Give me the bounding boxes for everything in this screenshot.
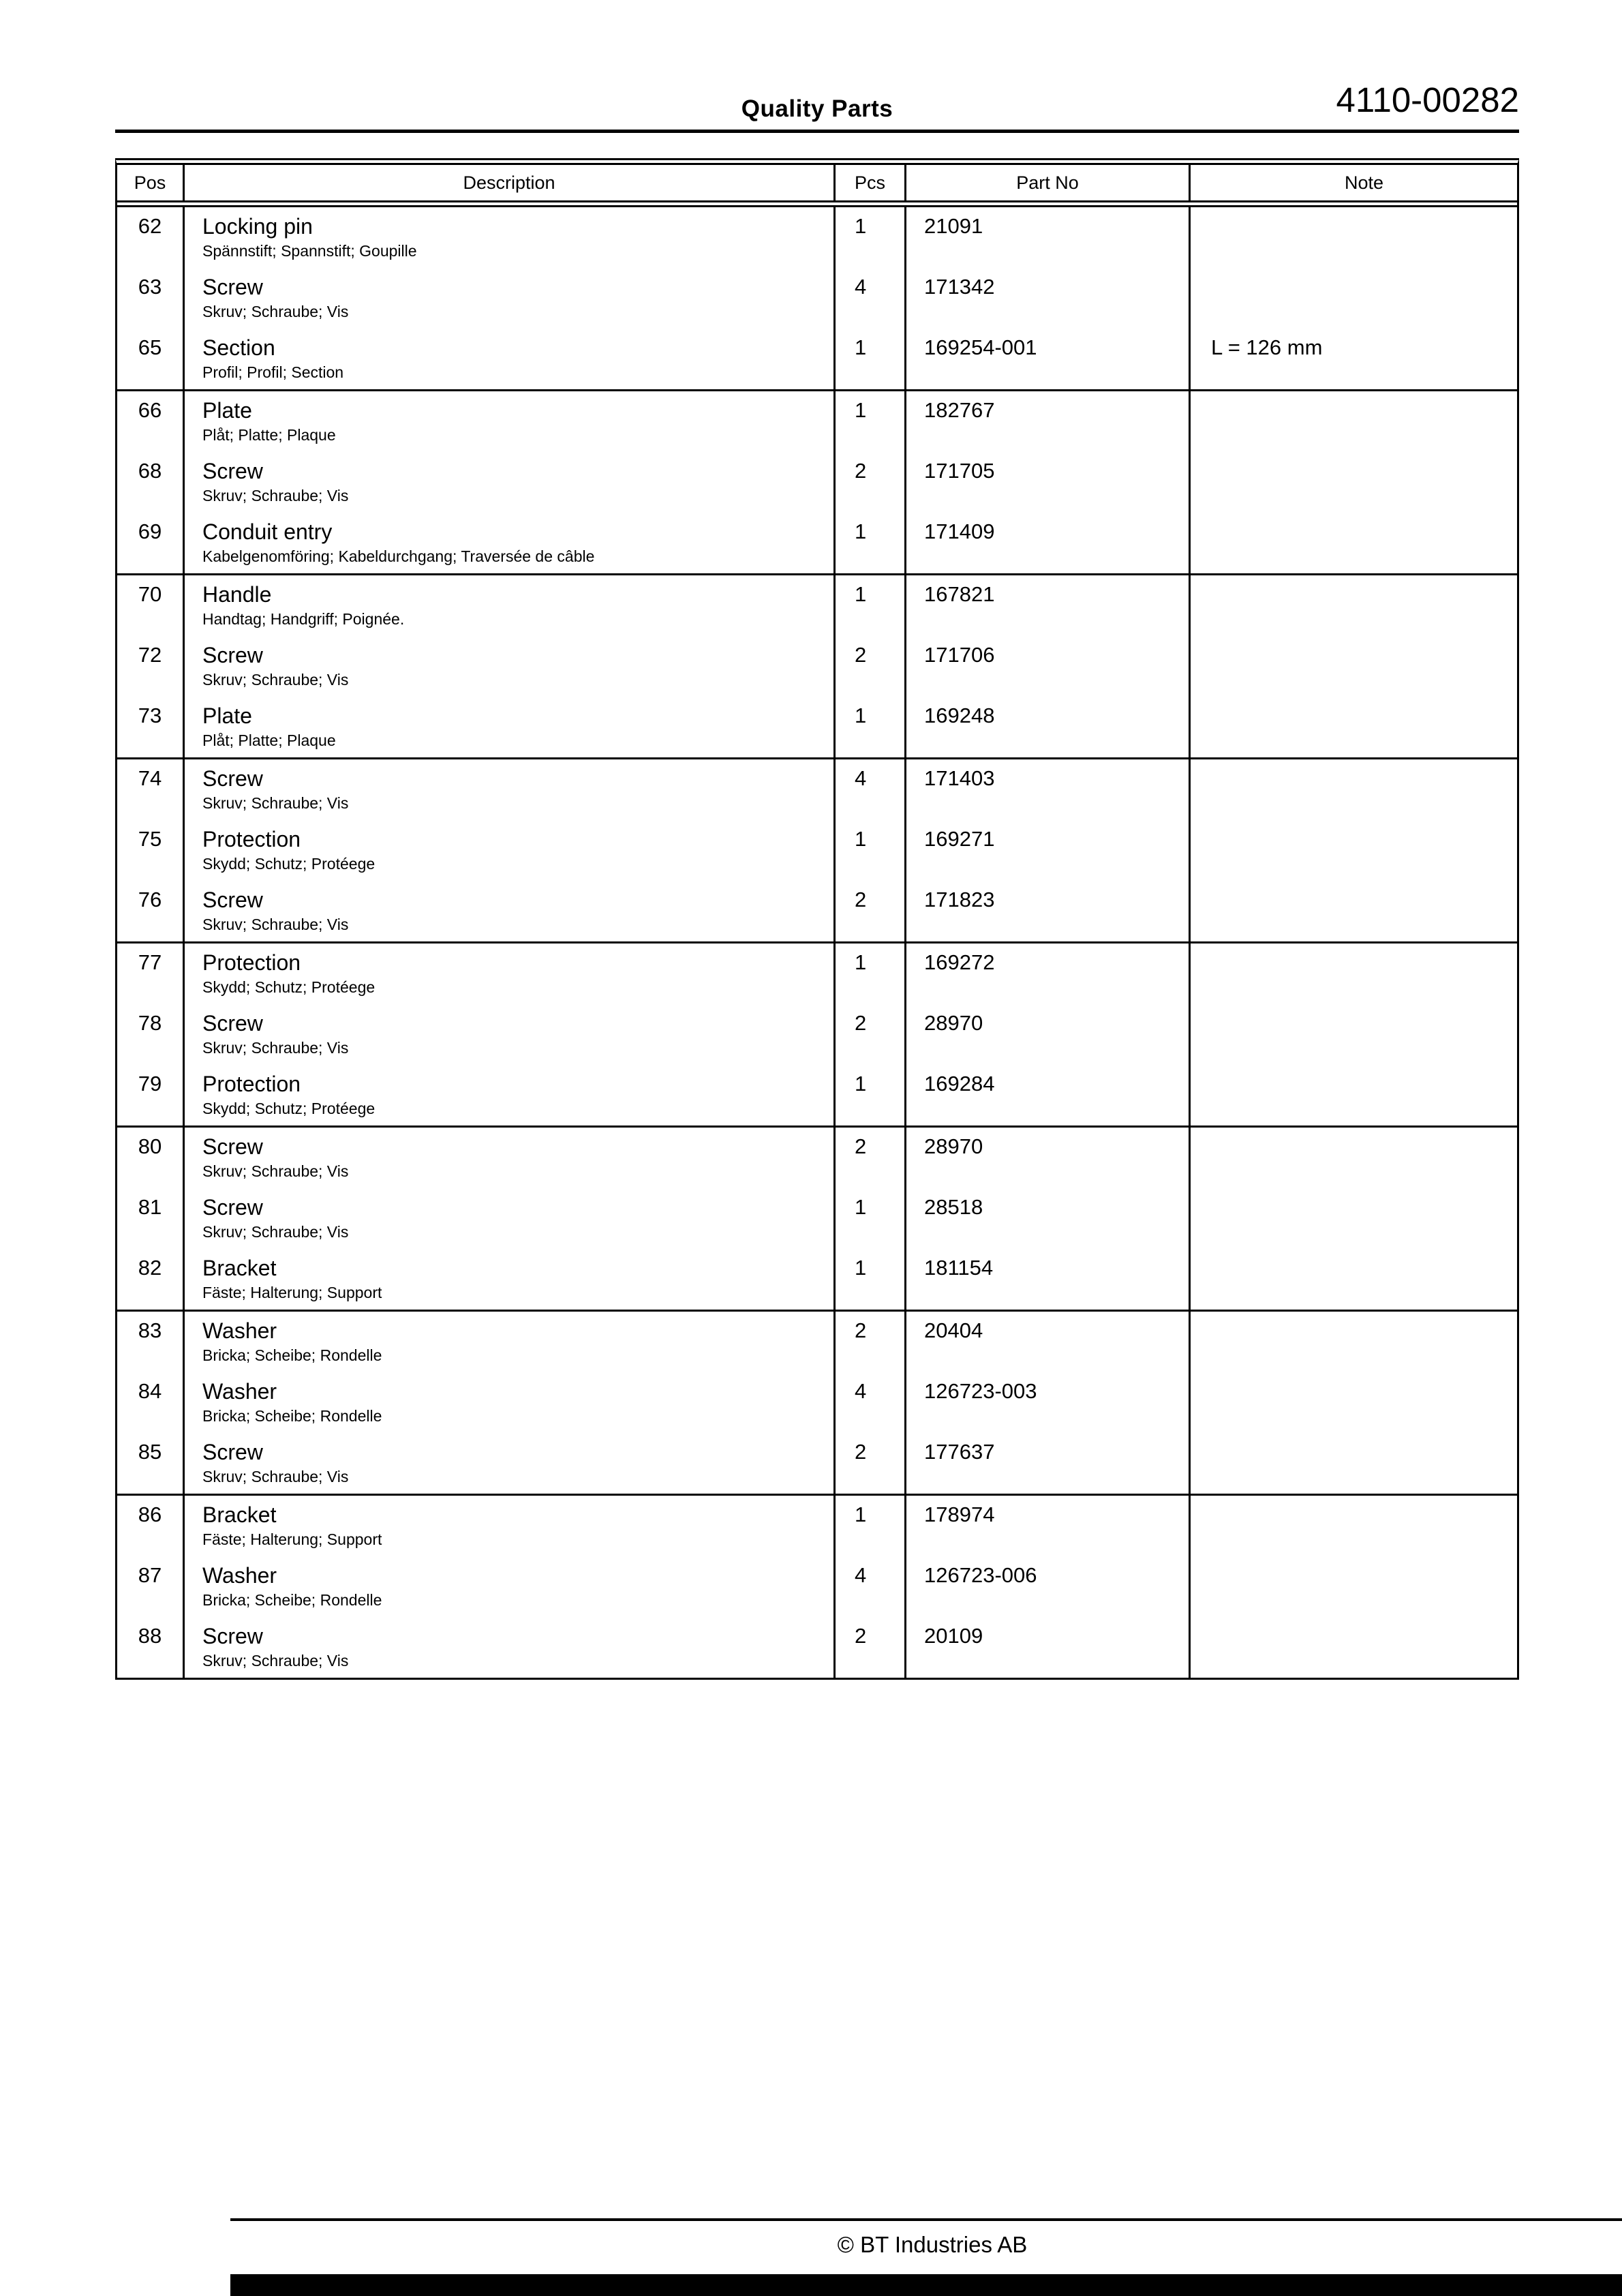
row-description-cell bbox=[185, 1004, 836, 1065]
row-part-no: 167821 bbox=[906, 575, 1191, 636]
row-description: Screw bbox=[202, 1624, 263, 1648]
row-description: Locking pin bbox=[202, 214, 313, 239]
page-title: Quality Parts bbox=[741, 95, 893, 122]
table-row bbox=[117, 268, 1517, 329]
row-description: Bracket bbox=[202, 1256, 277, 1280]
table-group bbox=[117, 1310, 1517, 1494]
row-description-translations: Fäste; Halterung; Support bbox=[202, 1284, 382, 1301]
row-pcs: 4 bbox=[836, 268, 906, 329]
row-description-translations: Skruv; Schraube; Vis bbox=[202, 1468, 349, 1485]
row-pos: 68 bbox=[117, 452, 185, 513]
row-part-no: 171706 bbox=[906, 636, 1191, 697]
row-pcs: 4 bbox=[836, 759, 906, 820]
row-part-no: 126723-006 bbox=[906, 1556, 1191, 1617]
row-note bbox=[1191, 207, 1517, 268]
row-note bbox=[1191, 1556, 1517, 1617]
row-description: Screw bbox=[202, 888, 263, 912]
row-description-translations: Skruv; Schraube; Vis bbox=[202, 671, 349, 689]
row-part-no: 28518 bbox=[906, 1188, 1191, 1249]
row-pcs: 4 bbox=[836, 1556, 906, 1617]
row-note bbox=[1191, 697, 1517, 757]
row-description: Section bbox=[202, 335, 275, 360]
parts-table bbox=[115, 158, 1519, 1680]
row-note bbox=[1191, 1617, 1517, 1678]
row-description-cell bbox=[185, 329, 836, 389]
row-description-cell bbox=[185, 513, 836, 573]
row-note bbox=[1191, 943, 1517, 1004]
table-row bbox=[117, 1556, 1517, 1617]
row-pos: 73 bbox=[117, 697, 185, 757]
row-description: Washer bbox=[202, 1379, 277, 1404]
row-description-cell bbox=[185, 820, 836, 881]
row-description-translations: Plåt; Platte; Plaque bbox=[202, 731, 336, 749]
copyright-text: © BT Industries AB bbox=[837, 2232, 1028, 2257]
column-header-pos: Pos bbox=[117, 165, 185, 200]
row-part-no: 21091 bbox=[906, 207, 1191, 268]
row-pos: 82 bbox=[117, 1249, 185, 1310]
row-description-translations: Skruv; Schraube; Vis bbox=[202, 487, 349, 504]
row-description-cell bbox=[185, 452, 836, 513]
table-row bbox=[117, 1065, 1517, 1126]
row-pcs: 1 bbox=[836, 697, 906, 757]
row-description-translations: Bricka; Scheibe; Rondelle bbox=[202, 1591, 382, 1609]
row-pcs: 2 bbox=[836, 1128, 906, 1188]
row-description-translations: Fäste; Halterung; Support bbox=[202, 1530, 382, 1548]
table-group bbox=[117, 1126, 1517, 1310]
row-part-no: 171409 bbox=[906, 513, 1191, 573]
row-pos: 70 bbox=[117, 575, 185, 636]
row-note bbox=[1191, 759, 1517, 820]
row-note bbox=[1191, 513, 1517, 573]
row-note bbox=[1191, 1188, 1517, 1249]
row-pcs: 1 bbox=[836, 207, 906, 268]
table-group bbox=[117, 389, 1517, 573]
row-description-translations: Skruv; Schraube; Vis bbox=[202, 1162, 349, 1180]
row-pos: 76 bbox=[117, 881, 185, 941]
row-description-cell bbox=[185, 881, 836, 941]
row-note: L = 126 mm bbox=[1211, 335, 1323, 359]
page bbox=[115, 0, 1519, 2296]
row-pcs: 2 bbox=[836, 1312, 906, 1372]
table-row bbox=[117, 1433, 1517, 1494]
row-description-cell bbox=[185, 1065, 836, 1126]
row-description-translations: Skruv; Schraube; Vis bbox=[202, 303, 349, 320]
footer-bar bbox=[230, 2274, 1622, 2296]
row-description-translations: Skydd; Schutz; Protéege bbox=[202, 1100, 376, 1117]
table-row bbox=[117, 1312, 1517, 1372]
row-pcs: 1 bbox=[836, 1188, 906, 1249]
row-part-no: 126723-003 bbox=[906, 1372, 1191, 1433]
row-description-translations: Bricka; Scheibe; Rondelle bbox=[202, 1407, 382, 1425]
table-row bbox=[117, 636, 1517, 697]
row-pcs: 1 bbox=[836, 575, 906, 636]
row-part-no: 171823 bbox=[906, 881, 1191, 941]
table-row bbox=[117, 820, 1517, 881]
row-pcs: 1 bbox=[836, 943, 906, 1004]
table-group bbox=[117, 941, 1517, 1126]
row-pcs: 1 bbox=[836, 329, 906, 389]
row-part-no: 182767 bbox=[906, 391, 1191, 452]
row-description: Washer bbox=[202, 1318, 277, 1343]
row-note bbox=[1191, 452, 1517, 513]
row-description-cell bbox=[185, 1556, 836, 1617]
row-note bbox=[1191, 1128, 1517, 1188]
row-note bbox=[1191, 391, 1517, 452]
row-pos: 78 bbox=[117, 1004, 185, 1065]
row-note bbox=[1191, 1433, 1517, 1494]
row-pcs: 1 bbox=[836, 391, 906, 452]
row-pos: 81 bbox=[117, 1188, 185, 1249]
row-pcs: 2 bbox=[836, 1004, 906, 1065]
table-row bbox=[117, 1496, 1517, 1556]
row-note bbox=[1191, 1496, 1517, 1556]
row-note bbox=[1191, 1065, 1517, 1126]
row-description: Handle bbox=[202, 582, 272, 607]
row-part-no: 171705 bbox=[906, 452, 1191, 513]
table-row bbox=[117, 881, 1517, 941]
row-note bbox=[1191, 1004, 1517, 1065]
row-pos: 65 bbox=[117, 329, 185, 389]
row-part-no: 20404 bbox=[906, 1312, 1191, 1372]
row-description: Protection bbox=[202, 950, 301, 975]
table-row bbox=[117, 697, 1517, 757]
column-header-note: Note bbox=[1344, 172, 1384, 193]
row-note bbox=[1191, 1372, 1517, 1433]
row-description-cell bbox=[185, 1617, 836, 1678]
table-body bbox=[117, 207, 1517, 1678]
row-description: Screw bbox=[202, 459, 263, 483]
row-pos: 77 bbox=[117, 943, 185, 1004]
row-note bbox=[1191, 820, 1517, 881]
row-pcs: 2 bbox=[836, 636, 906, 697]
table-row bbox=[117, 575, 1517, 636]
row-pos: 79 bbox=[117, 1065, 185, 1126]
table-row bbox=[117, 452, 1517, 513]
table-row bbox=[117, 943, 1517, 1004]
row-description: Washer bbox=[202, 1563, 277, 1588]
row-description-cell bbox=[185, 1372, 836, 1433]
row-description-cell bbox=[185, 1128, 836, 1188]
row-pcs: 2 bbox=[836, 881, 906, 941]
table-group bbox=[117, 757, 1517, 941]
row-pos: 86 bbox=[117, 1496, 185, 1556]
document-header bbox=[115, 0, 1519, 130]
row-description: Screw bbox=[202, 1011, 263, 1036]
row-pcs: 1 bbox=[836, 1065, 906, 1126]
table-row bbox=[117, 513, 1517, 573]
row-description-translations: Profil; Profil; Section bbox=[202, 363, 344, 381]
row-description: Bracket bbox=[202, 1502, 277, 1527]
row-description-cell bbox=[185, 268, 836, 329]
row-description: Screw bbox=[202, 275, 263, 299]
row-description-translations: Skruv; Schraube; Vis bbox=[202, 1223, 349, 1241]
row-part-no: 169254-001 bbox=[906, 329, 1191, 389]
row-part-no: 169271 bbox=[906, 820, 1191, 881]
row-pcs: 1 bbox=[836, 820, 906, 881]
row-part-no: 181154 bbox=[906, 1249, 1191, 1310]
column-header-description: Description bbox=[185, 165, 836, 200]
row-description-translations: Spännstift; Spannstift; Goupille bbox=[202, 242, 417, 260]
row-description-translations: Skruv; Schraube; Vis bbox=[202, 794, 349, 812]
row-part-no: 169284 bbox=[906, 1065, 1191, 1126]
row-description-cell bbox=[185, 943, 836, 1004]
row-pcs: 1 bbox=[836, 1496, 906, 1556]
row-description: Screw bbox=[202, 1195, 263, 1220]
row-part-no: 177637 bbox=[906, 1433, 1191, 1494]
table-row bbox=[117, 391, 1517, 452]
row-part-no: 169272 bbox=[906, 943, 1191, 1004]
row-pos: 85 bbox=[117, 1433, 185, 1494]
row-note bbox=[1191, 268, 1517, 329]
row-part-no: 169248 bbox=[906, 697, 1191, 757]
row-note bbox=[1191, 636, 1517, 697]
row-description: Screw bbox=[202, 1134, 263, 1159]
row-pos: 84 bbox=[117, 1372, 185, 1433]
table-row bbox=[117, 207, 1517, 268]
table-row bbox=[117, 1188, 1517, 1249]
row-description-translations: Bricka; Scheibe; Rondelle bbox=[202, 1346, 382, 1364]
row-part-no: 171342 bbox=[906, 268, 1191, 329]
row-description-cell bbox=[185, 575, 836, 636]
row-description: Plate bbox=[202, 398, 252, 423]
row-pos: 74 bbox=[117, 759, 185, 820]
row-pcs: 2 bbox=[836, 1433, 906, 1494]
doc-number: 4110-00282 bbox=[1336, 80, 1519, 119]
table-group bbox=[117, 207, 1517, 389]
row-pos: 88 bbox=[117, 1617, 185, 1678]
row-description-translations: Skruv; Schraube; Vis bbox=[202, 1039, 349, 1057]
row-description-translations: Skydd; Schutz; Protéege bbox=[202, 855, 376, 873]
row-note bbox=[1191, 1249, 1517, 1310]
row-description-cell bbox=[185, 636, 836, 697]
row-description-translations: Skydd; Schutz; Protéege bbox=[202, 978, 376, 996]
title-rule bbox=[115, 130, 1519, 133]
table-row bbox=[117, 1128, 1517, 1188]
row-description: Screw bbox=[202, 766, 263, 791]
row-pcs: 1 bbox=[836, 1249, 906, 1310]
row-pos: 62 bbox=[117, 207, 185, 268]
row-note bbox=[1191, 1312, 1517, 1372]
row-pos: 83 bbox=[117, 1312, 185, 1372]
row-pos: 75 bbox=[117, 820, 185, 881]
row-description-cell bbox=[185, 391, 836, 452]
table-row bbox=[117, 1372, 1517, 1433]
table-group bbox=[117, 1494, 1517, 1678]
row-description-cell bbox=[185, 1496, 836, 1556]
row-description-translations: Plåt; Platte; Plaque bbox=[202, 426, 336, 444]
row-part-no: 28970 bbox=[906, 1128, 1191, 1188]
row-description-cell bbox=[185, 1188, 836, 1249]
column-header-part-no: Part No bbox=[906, 165, 1191, 200]
row-description-translations: Skruv; Schraube; Vis bbox=[202, 1652, 349, 1670]
table-row bbox=[117, 1004, 1517, 1065]
row-description-cell bbox=[185, 207, 836, 268]
row-description-translations: Handtag; Handgriff; Poignée. bbox=[202, 610, 405, 628]
table-row bbox=[117, 1617, 1517, 1678]
row-part-no: 20109 bbox=[906, 1617, 1191, 1678]
row-part-no: 28970 bbox=[906, 1004, 1191, 1065]
row-description-cell bbox=[185, 1249, 836, 1310]
row-description-cell bbox=[185, 1433, 836, 1494]
row-pos: 63 bbox=[117, 268, 185, 329]
row-description: Conduit entry bbox=[202, 519, 333, 544]
row-description-translations: Skruv; Schraube; Vis bbox=[202, 916, 349, 933]
table-group bbox=[117, 573, 1517, 757]
row-description: Screw bbox=[202, 643, 263, 667]
row-pcs: 4 bbox=[836, 1372, 906, 1433]
row-note bbox=[1191, 881, 1517, 941]
document-footer bbox=[230, 2218, 1622, 2296]
row-note bbox=[1191, 575, 1517, 636]
table-row bbox=[117, 329, 1517, 389]
row-pcs: 2 bbox=[836, 1617, 906, 1678]
row-pos: 66 bbox=[117, 391, 185, 452]
row-pos: 87 bbox=[117, 1556, 185, 1617]
row-description: Screw bbox=[202, 1440, 263, 1464]
row-description-cell bbox=[185, 697, 836, 757]
table-row bbox=[117, 1249, 1517, 1310]
row-pcs: 2 bbox=[836, 452, 906, 513]
table-row bbox=[117, 759, 1517, 820]
table-header-row bbox=[117, 165, 1517, 207]
row-description: Protection bbox=[202, 1072, 301, 1096]
row-pos: 72 bbox=[117, 636, 185, 697]
column-header-pcs: Pcs bbox=[836, 165, 906, 200]
row-description-translations: Kabelgenomföring; Kabeldurchgang; Traversée de câble bbox=[202, 547, 595, 565]
row-description: Protection bbox=[202, 827, 301, 851]
row-pcs: 1 bbox=[836, 513, 906, 573]
row-description-cell bbox=[185, 759, 836, 820]
row-description-cell bbox=[185, 1312, 836, 1372]
row-pos: 80 bbox=[117, 1128, 185, 1188]
row-description: Plate bbox=[202, 704, 252, 728]
row-part-no: 178974 bbox=[906, 1496, 1191, 1556]
row-pos: 69 bbox=[117, 513, 185, 573]
row-part-no: 171403 bbox=[906, 759, 1191, 820]
